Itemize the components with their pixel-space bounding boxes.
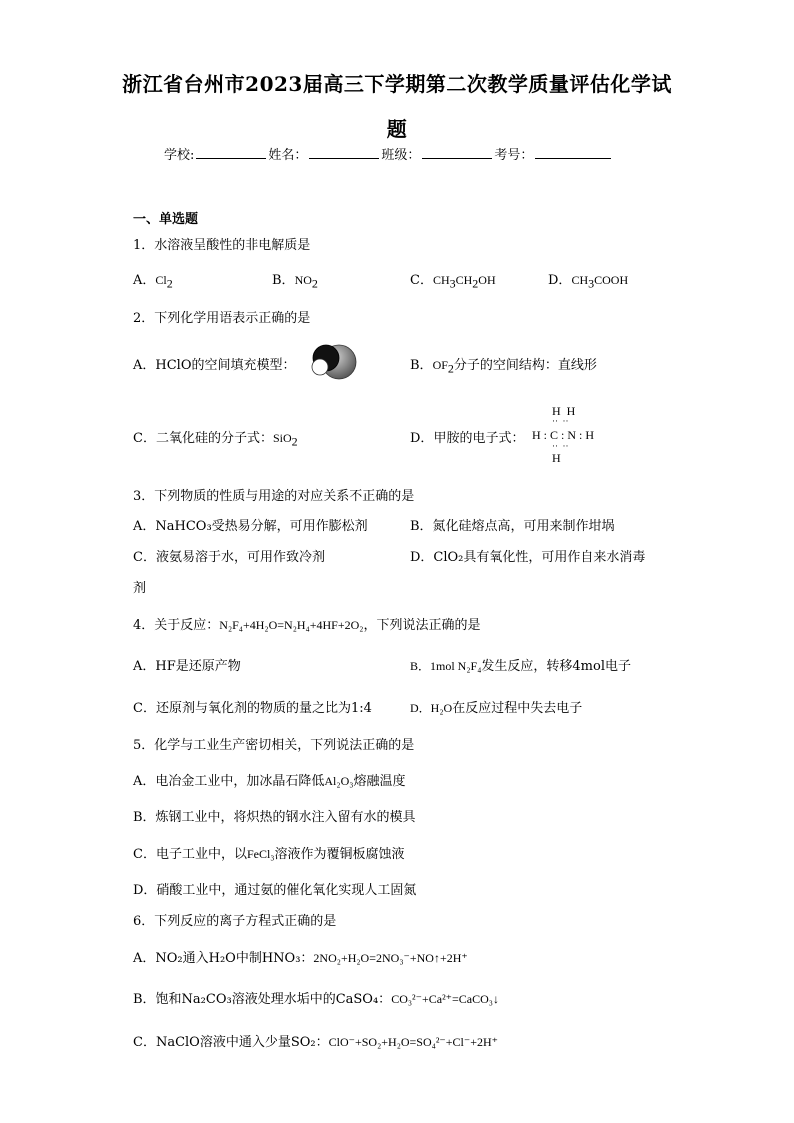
q3-option-d-continued: 剂 — [133, 581, 147, 596]
q3-option-c: C．液氨易溶于水，可用作致冷剂 — [133, 550, 325, 565]
q4-option-a: A．HF是还原产物 — [133, 659, 241, 674]
lewis-top-h: H H — [552, 404, 576, 418]
q5-option-a: A．电冶金工业中，加冰晶石降低Al₂O₃熔融温度 — [133, 774, 406, 789]
q6-option-b: B．饱和Na₂CO₃溶液处理水垢中的CaSO₄：CO₃²⁻+Ca²⁺=CaCO₃↓ — [133, 992, 499, 1007]
name-label: 姓名： — [268, 148, 308, 163]
q2-option-a: A．HClO的空间填充模型： — [133, 358, 296, 373]
q1-option-c: C．$CH_3CH_2OH$ — [410, 273, 496, 291]
q3-option-a: A．NaHCO₃受热易分解，可用作膨松剂 — [133, 519, 368, 534]
q1-option-b: B．$NO_2$ — [272, 273, 318, 291]
q5-option-b: B．炼钢工业中，将炽热的钢水注入留有水的模具 — [133, 810, 416, 825]
exam-title-line1: 浙江省台州市2023届高三下学期第二次教学质量评估化学试 — [122, 72, 672, 96]
lewis-middle: H : C : N : H — [532, 428, 595, 442]
section-title: 一、单选题 — [133, 212, 199, 227]
q2-option-d: D．甲胺的电子式： — [410, 431, 525, 446]
school-field[interactable] — [196, 146, 266, 159]
student-info-row — [164, 144, 613, 163]
q2-option-c: C．二氧化硅的分子式：SiO$_2$ — [133, 431, 298, 449]
school-label: 学校: — [164, 148, 195, 163]
q5-option-c: C．电子工业中，以FeCl₃溶液作为覆铜板腐蚀液 — [133, 847, 405, 862]
class-label: 班级： — [381, 148, 421, 163]
q5-option-d: D．硝酸工业中，通过氨的催化氧化实现人工固氮 — [133, 883, 417, 898]
h-atom — [312, 359, 328, 375]
lewis-bottom-dots: ·· ·· — [552, 441, 569, 451]
number-label: 考号： — [494, 148, 534, 163]
q6-stem: 6．下列反应的离子方程式正确的是 — [133, 914, 337, 929]
hclo-space-filling-model — [308, 340, 360, 382]
q3-option-d: D．ClO₂具有氧化性，可用作自来水消毒 — [410, 550, 646, 565]
q1-stem: 1．水溶液呈酸性的非电解质是 — [133, 238, 311, 253]
exam-title-line2: 题 — [386, 117, 408, 141]
q3-option-b: B．氮化硅熔点高，可用来制作坩埚 — [410, 519, 615, 534]
lewis-bottom-h: H — [552, 451, 561, 465]
q6-option-a: A．NO₂通入H₂O中制HNO₃：2NO₂+H₂O=2NO₃⁻+NO↑+2H⁺ — [133, 951, 468, 966]
q4-option-b: B．1mol N₂F₄发生反应，转移4mol电子 — [410, 659, 631, 674]
q4-option-d: D．H₂O在反应过程中失去电子 — [410, 701, 583, 716]
q1-option-d: D．$CH_3COOH$ — [548, 273, 629, 291]
lewis-top-dots: ·· ·· — [552, 416, 569, 426]
q4-stem: 4．关于反应：N₂F₄+4H₂O=N₂H₄+4HF+2O₂，下列说法正确的是 — [133, 618, 481, 633]
q2-stem: 2．下列化学用语表示正确的是 — [133, 311, 311, 326]
class-field[interactable] — [422, 146, 492, 159]
q4-option-c: C．还原剂与氧化剂的物质的量之比为1:4 — [133, 701, 372, 716]
number-field[interactable] — [535, 146, 611, 159]
q6-option-c: C．NaClO溶液中通入少量SO₂：ClO⁻+SO₂+H₂O=SO₄²⁻+Cl⁻+2H⁺ — [133, 1035, 498, 1050]
q3-stem: 3．下列物质的性质与用途的对应关系不正确的是 — [133, 489, 415, 504]
q1-option-a: A．$Cl_2$ — [133, 273, 173, 291]
q5-stem: 5．化学与工业生产密切相关，下列说法正确的是 — [133, 738, 415, 753]
name-field[interactable] — [309, 146, 379, 159]
q2-option-b: B．$OF_2$分子的空间结构：直线形 — [410, 358, 597, 376]
